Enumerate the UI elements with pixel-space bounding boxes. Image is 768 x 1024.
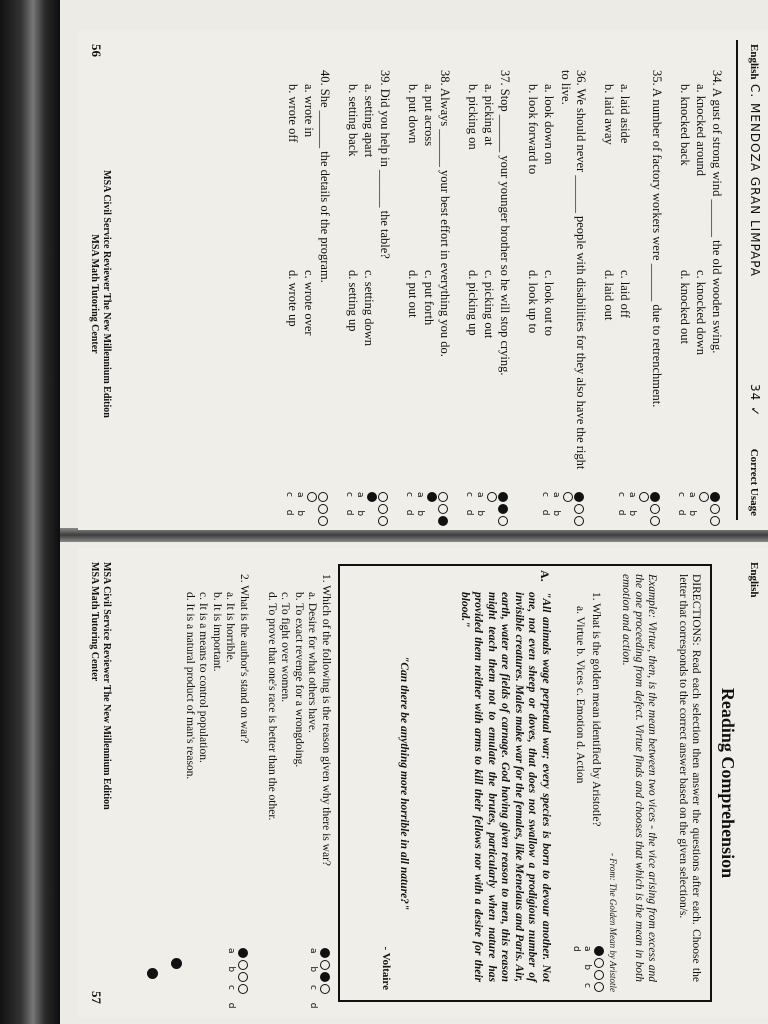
example-text: Example: Virtue, then, is the mean between two vices - the vice arising from excess and the one proceeding from defect. Virtue finds and chooses that which is the mean in both emotion and action. (620, 574, 658, 982)
option-a: a. laid aside (618, 84, 632, 144)
option-a: a. knocked around (694, 84, 708, 176)
book-binding (0, 0, 60, 1024)
answer-bubbles[interactable] (675, 492, 720, 530)
bubble-b[interactable] (594, 958, 604, 968)
bubble-a[interactable] (710, 492, 720, 502)
option-b: b. To exact revenge for a wrongdoing. (293, 592, 305, 768)
ink-dot (171, 958, 182, 969)
page-crease (60, 528, 768, 542)
answer-bubbles[interactable] (615, 492, 660, 530)
option-c: c. laid off (618, 270, 632, 319)
option-c: c. knocked down (694, 270, 708, 356)
bubble-a[interactable] (238, 948, 248, 958)
bubble-a[interactable] (318, 492, 328, 502)
bubble-d[interactable] (427, 492, 437, 502)
example-source: - From: The Golden Mean by Aristotle (608, 853, 618, 992)
bubble-letters: a b c d (404, 492, 425, 522)
bubble-letters: a b c d (676, 492, 697, 522)
passage-text: "All animals wage perpetual war; every species is born to devour another. Not one, not even sheep or doves, that does not swallow a prodigious number of invisible creatures. Males make war for the females, like Menelaus and Paris. Air, earth, water are fields of carnage. God having given reason to men, this reason might teach them not to emulate the brutes, particularly when nature has provided them neither with arms to kill their fellows nor with a desire for their blood." (459, 592, 552, 982)
answer-bubbles[interactable] (539, 492, 584, 530)
header-rule (736, 40, 738, 520)
bubble-letters: a b c d (308, 948, 318, 1014)
question-stem: 38. Always ______ your best effort in everything you do. (438, 70, 452, 357)
bubble-b[interactable] (574, 504, 584, 514)
example-bubbles[interactable] (570, 946, 604, 1000)
option-b: b. It is important. (211, 592, 223, 672)
bubble-letters: a b c d (616, 492, 637, 522)
bubble-b[interactable] (438, 504, 448, 514)
selection-box (338, 564, 712, 1002)
bubble-c[interactable] (574, 516, 584, 526)
directions: DIRECTIONS: Read each selection then answer the questions after each. Choose the letter that corresponds to the correct answer based on the given selection/s. (677, 574, 702, 982)
option-c: c. picking out (482, 270, 496, 339)
question-1 (265, 574, 333, 974)
header-section: Correct Usage (748, 448, 760, 516)
option-a: a. picking at (482, 84, 496, 146)
question-stem: 36. We should never ______ people with disabilities for they also have the right to live. (559, 70, 588, 470)
option-b: b. put down (406, 84, 420, 144)
option-b: b. setting back (346, 84, 360, 157)
page-56 (78, 30, 768, 530)
page-number: 56 (89, 44, 104, 57)
bubble-d[interactable] (487, 492, 497, 502)
bubble-c[interactable] (594, 970, 604, 980)
bubble-a[interactable] (650, 492, 660, 502)
option-b: b. laid away (602, 84, 616, 145)
footer-line-1: MSA Civil Service Reviewer The New Millennium Edition (101, 170, 112, 418)
option-c: c. To fight over women. (279, 592, 292, 703)
question-stem: 1. Which of the following is the reason given why there is war? (320, 574, 332, 867)
option-d: d. It is a natural product of man's reason. (184, 592, 196, 780)
option-a: a. put across (422, 84, 436, 147)
question-stem: 40. She ______ the details of the program. (318, 70, 332, 283)
question-2 (183, 574, 251, 974)
bubble-a[interactable] (378, 492, 388, 502)
question-stem: 2. What is the author's stand on war? (238, 574, 250, 744)
header-subject: English (748, 562, 760, 598)
option-c: c. setting down (362, 270, 376, 347)
bubble-c[interactable] (318, 516, 328, 526)
bubble-d[interactable] (320, 984, 330, 994)
handwritten-name: C. MENDOZA GRAN LIMPAPA (748, 84, 762, 277)
option-a: a. Desire for what others have. (306, 592, 319, 733)
bubble-c[interactable] (320, 972, 330, 982)
bubble-c[interactable] (710, 516, 720, 526)
bubble-c[interactable] (238, 972, 248, 982)
bubble-d[interactable] (238, 984, 248, 994)
option-d: d. wrote up (286, 270, 300, 327)
bubble-letters: a b c d (226, 948, 236, 1014)
example-question: 1. What is the golden mean identified by Aristotle? (590, 592, 602, 827)
option-d: d. put out (406, 270, 420, 318)
answer-bubbles[interactable] (343, 492, 388, 530)
bubble-letters: a b c d (284, 492, 305, 522)
option-b: b. picking on (466, 84, 480, 150)
bubble-a[interactable] (574, 492, 584, 502)
footer-text (88, 562, 112, 942)
handwritten-score: 34 ✓ (748, 384, 762, 418)
bubble-c[interactable] (498, 516, 508, 526)
option-d: d. look up to (526, 270, 540, 334)
section-title: Reading Comprehension (718, 687, 738, 879)
bubble-d[interactable] (699, 492, 709, 502)
page-number: 57 (89, 991, 104, 1004)
bubble-c[interactable] (650, 516, 660, 526)
option-d: d. setting up (346, 270, 360, 332)
ink-dot (147, 968, 158, 979)
example-options: a. Virtue b. Vices c. Emotion d. Action (574, 606, 586, 784)
bubble-a[interactable] (498, 492, 508, 502)
option-c: c. look out to (542, 270, 556, 336)
option-b: b. wrote off (286, 84, 300, 143)
bubble-d[interactable] (639, 492, 649, 502)
bubble-d[interactable] (563, 492, 573, 502)
answer-bubbles[interactable] (403, 492, 448, 530)
bubble-b[interactable] (318, 504, 328, 514)
question-stem: 37. Stop ______ your younger brother so he will stop crying. (498, 70, 512, 376)
option-c: c. put forth (422, 270, 436, 326)
bubble-d[interactable] (367, 492, 377, 502)
option-d: d. picking up (466, 270, 480, 336)
bubble-d[interactable] (594, 982, 604, 992)
header-subject: English (748, 44, 760, 80)
bubble-a[interactable] (438, 492, 448, 502)
bubble-b[interactable] (378, 504, 388, 514)
bubble-a[interactable] (594, 946, 604, 956)
footer-text (88, 104, 112, 484)
option-a: a. It is horrible. (224, 592, 237, 663)
page-header (742, 562, 760, 1004)
question-stem: 35. A number of factory workers were ______ due to retrenchment. (650, 70, 664, 408)
page-57 (78, 548, 768, 1018)
answer-bubbles-1[interactable] (307, 948, 330, 1013)
answer-bubbles-2[interactable] (225, 948, 248, 1013)
option-a: a. setting apart (362, 84, 376, 158)
bubble-letters: a b c d (571, 946, 592, 993)
bubble-c[interactable] (438, 516, 448, 526)
question-stem: 34. A gust of strong wind ______ the old wooden swing. (710, 70, 724, 354)
option-b: b. knocked back (678, 84, 692, 166)
answer-bubbles[interactable] (463, 492, 508, 530)
question-stem: 39. Did you help in ______ the table? (378, 70, 392, 259)
option-a: a. wrote in (302, 84, 316, 138)
footer-line-2: MSA Math Tutoring Center (89, 234, 100, 354)
bubble-b[interactable] (710, 504, 720, 514)
answer-bubbles[interactable] (283, 492, 328, 530)
bubble-b[interactable] (650, 504, 660, 514)
bubble-b[interactable] (498, 504, 508, 514)
option-d: d. laid out (602, 270, 616, 321)
footer-line-1: MSA Civil Service Reviewer The New Millennium Edition (101, 562, 112, 810)
bubble-b[interactable] (320, 960, 330, 970)
page-header (742, 44, 760, 516)
passage-question: "Can there be anything more horrible in all nature?" (398, 656, 410, 911)
option-b: b. look forward to (526, 84, 540, 175)
option-c: c. wrote over (302, 270, 316, 336)
option-a: a. look down on (542, 84, 556, 165)
option-c: c. It is a means to control population. (197, 592, 210, 763)
passage-source: - Voltaire (380, 946, 392, 990)
bubble-c[interactable] (378, 516, 388, 526)
footer-line-2: MSA Math Tutoring Center (89, 562, 100, 682)
bubble-letters: a b c d (344, 492, 365, 522)
bubble-d[interactable] (307, 492, 317, 502)
bubble-b[interactable] (238, 960, 248, 970)
option-d: d. To prove that one's race is better than the other. (266, 592, 278, 821)
bubble-letters: a b c d (540, 492, 561, 522)
passage-label: A. (538, 570, 552, 582)
option-d: d. knocked out (678, 270, 692, 344)
bubble-a[interactable] (320, 948, 330, 958)
bubble-letters: a b c d (464, 492, 485, 522)
